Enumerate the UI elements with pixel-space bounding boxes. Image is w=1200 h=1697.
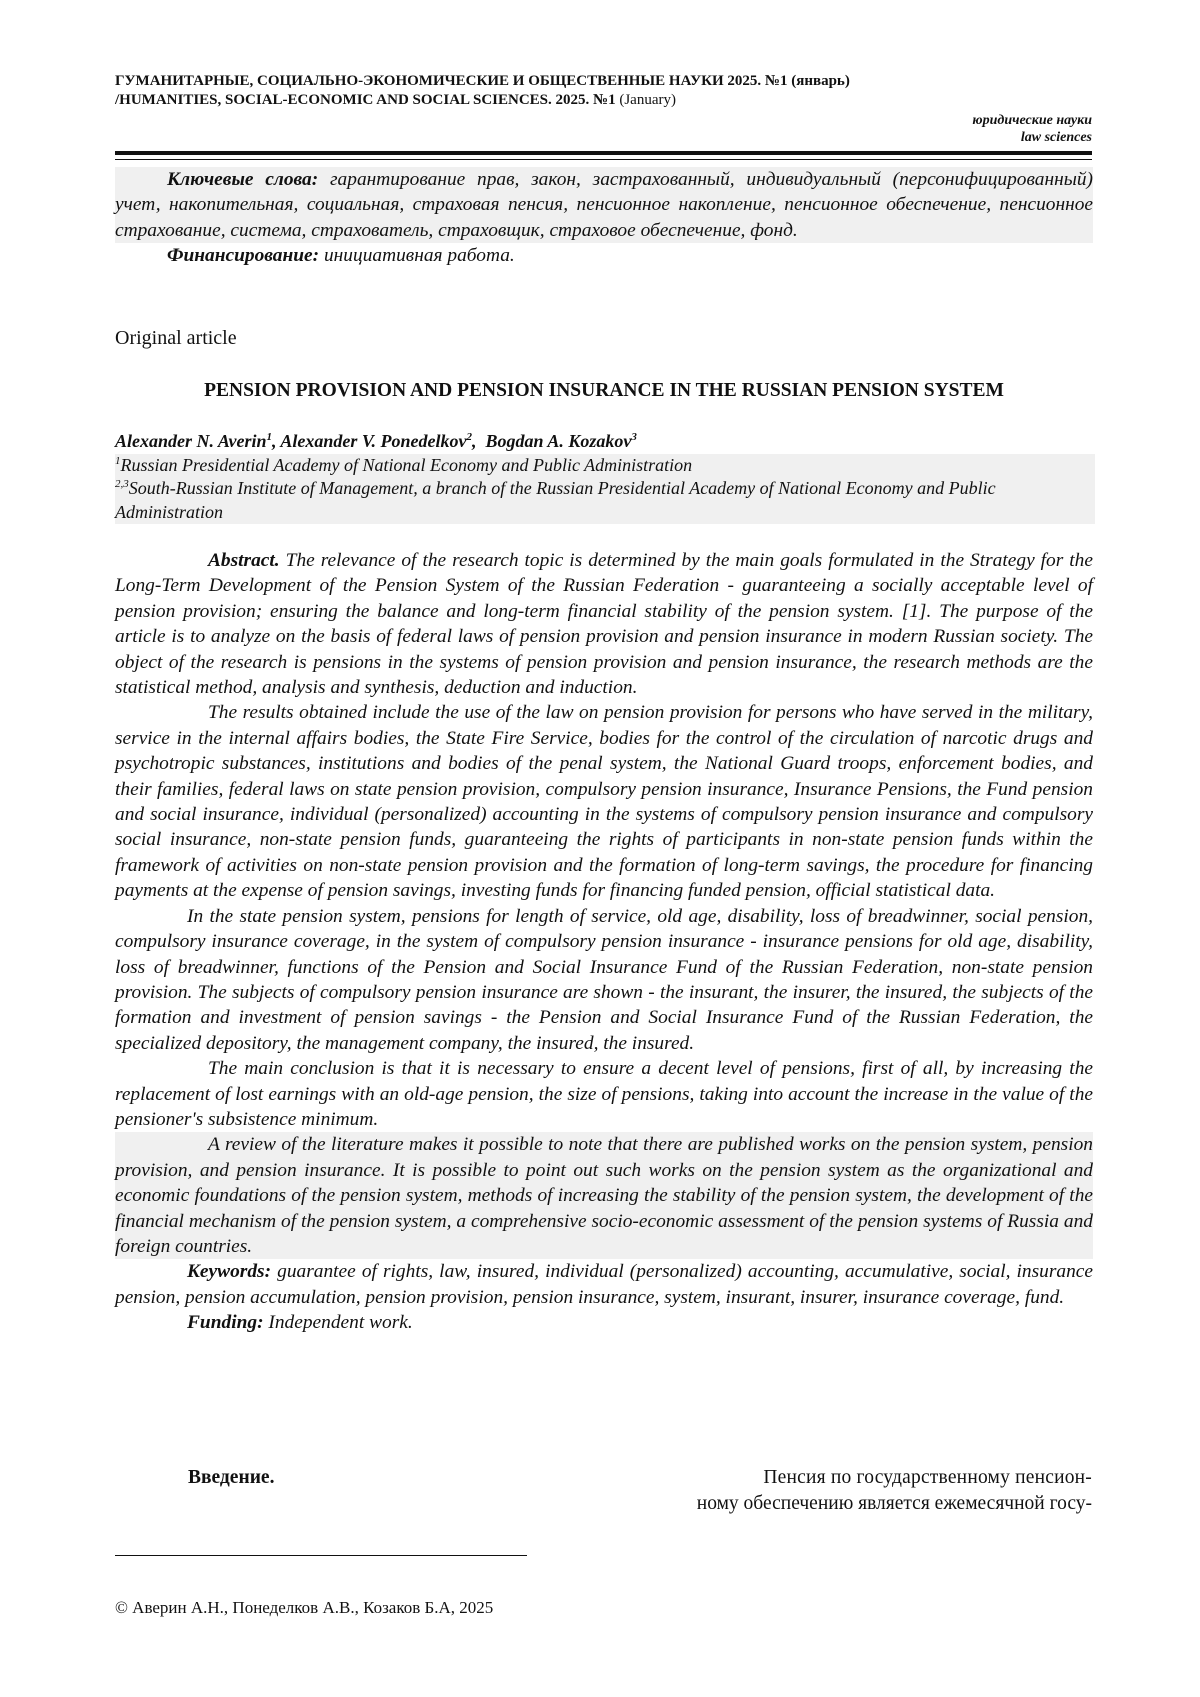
authors-block [115, 430, 1095, 524]
ru-keywords-block [115, 167, 1093, 269]
journal-header-en-month: (January) [619, 92, 676, 108]
author-3: Bogdan A. Kozakov [485, 431, 632, 451]
en-funding-label: Funding: [187, 1312, 264, 1334]
journal-header-en [115, 91, 1095, 110]
en-keywords [115, 1259, 1093, 1310]
en-funding-text: Independent work. [268, 1312, 413, 1334]
ru-keywords-text: гарантирование прав, закон, застрахованный, индивидуальный (персонифицированный) учет, накопительная, социальная, страховая пенсия, пенсионное накопление, пенсионное обеспечение, пенсионное страхование, система, страхователь, страховщик, страховое обеспечение, фонд. [115, 169, 1093, 241]
copyright: © Аверин А.Н., Понеделков А.В., Козаков Б.А, 2025 [115, 1598, 494, 1617]
ru-funding-text: инициативная работа. [323, 245, 515, 267]
en-keywords-label: Keywords: [187, 1261, 272, 1283]
article-type: Original article [115, 327, 237, 349]
author-3-sup: 3 [631, 431, 637, 443]
author-1-sup: 1 [266, 431, 272, 443]
en-funding [115, 1310, 1093, 1335]
intro-text [612, 1465, 1092, 1517]
abstract-block [115, 548, 1093, 1336]
footnote-rule [115, 1555, 527, 1556]
abstract-paragraph-2: The results obtained include the use of the law on pension provision for persons who have served in the military, service in the internal affairs bodies, the State Fire Service, bodies for the control of the circulation of narcotic drugs and psychotropic substances, institutions and bodies of the penal system, the National Guard troops, enforcement bodies, and their families, federal laws on state pension provision, compulsory pension insurance, Insurance Pensions, the Fund pension and social insurance, individual (personalized) accounting in the systems of compulsory pension insurance and compulsory social insurance, non-state pension funds, guaranteeing the rights of participants in non-state pension funds within the framework of activities on non-state pension provision and the formation of long-term savings, the procedure for financing payments at the expense of pension savings, investing funds for financing funded pension, official statistical data. [115, 702, 1093, 902]
author-2-sup: 2 [466, 431, 473, 443]
ru-funding-label: Финансирование: [167, 245, 320, 267]
ru-funding [115, 243, 1093, 268]
intro-line-2: ному обеспечению является ежемесячной госу- [696, 1493, 1092, 1514]
article-title: PENSION PROVISION AND PENSION INSURANCE IN THE RUSSIAN PENSION SYSTEM [204, 380, 1004, 401]
affiliation-1 [115, 454, 1095, 478]
abstract-paragraph-1 [115, 548, 1093, 700]
ru-keywords-label: Ключевые слова: [167, 169, 319, 190]
intro-heading: Введение. [188, 1467, 275, 1488]
abstract-label: Abstract. [208, 550, 280, 571]
ru-keywords [115, 167, 1093, 243]
abstract-paragraph-4: The main conclusion is that it is necessary to ensure a decent level of pensions, first of all, by increasing the replacement of lost earnings with an old-age pension, the size of pensions, taking into account the increase in the value of the pensioner's subsistence minimum. [115, 1058, 1093, 1130]
affiliation-2-text: South-Russian Institute of Management, a branch of the Russian Presidential Academy of National Economy and Public Administration [115, 478, 996, 522]
section-tag-en: law sciences [1020, 130, 1092, 145]
affiliation-2 [115, 477, 1095, 524]
section-tag-ru: юридические науки [972, 113, 1092, 128]
author-2: Alexander V. Ponedelkov [280, 431, 467, 451]
journal-header [115, 72, 1095, 110]
journal-header-en-bold: /HUMANITIES, SOCIAL-ECONOMIC AND SOCIAL SCIENCES. 2025. №1 [115, 92, 616, 108]
journal-header-ru: ГУМАНИТАРНЫЕ, СОЦИАЛЬНО-ЭКОНОМИЧЕСКИЕ И ОБЩЕСТВЕННЫЕ НАУКИ 2025. №1 (январь) [115, 73, 850, 89]
intro-line-1: Пенсия по государственному пенсион- [763, 1467, 1092, 1488]
header-rule-thin [115, 159, 1092, 160]
affiliation-1-text: Russian Presidential Academy of National Economy and Public Administration [120, 454, 693, 475]
affiliation-1-sup: 1 [115, 454, 121, 467]
author-names: Alexander N. Averin$^1$, Alexander V. Ponedelkov$^2$, Bogdan A. Kozakov$^3$ [115, 431, 637, 451]
abstract-paragraph-5: A review of the literature makes it possible to note that there are published works on the pension system, pension provision, and pension insurance. It is possible to point out such works on the pension system as the organizational and economic foundations of the pension system, methods of increasing the stability of the pension system, the development of the financial mechanism of the pension system, a comprehensive socio-economic assessment of the pension systems of Russia and foreign countries. [115, 1132, 1093, 1259]
section-tag [972, 112, 1092, 146]
affiliation-2-sup: 2,3 [115, 478, 129, 490]
abstract-text-1: The relevance of the research topic is determined by the main goals formulated in the Strategy for the Long-Term Development of the Pension System of the Russian Federation - guaranteeing a socially acceptable level of pension provision; ensuring the balance and long-term financial stability of the pension system. [1]. The purpose of the article is to analyze on the basis of federal laws of pension provision and pension insurance in modern Russian society. The object of the research is pensions in the systems of pension provision and pension insurance, the research methods are the statistical method, analysis and synthesis, deduction and induction. [115, 550, 1093, 699]
en-keywords-text: guarantee of rights, law, insured, individual (personalized) accounting, accumulative, social, insurance pension, pension accumulation, pension provision, pension insurance, system, insurant, insurer, insurance coverage, fund. [115, 1261, 1093, 1308]
header-rule-thick [115, 151, 1092, 155]
abstract-paragraph-3: In the state pension system, pensions for length of service, old age, disability, loss of breadwinner, social pension, compulsory insurance coverage, in the system of compulsory pension insurance - insurance pensions for old age, disability, loss of breadwinner, functions of the Pension and Social Insurance Fund of the Russian Federation, non-state pension provision. The subjects of compulsory pension insurance are shown - the insurant, the insurer, the insured, the subjects of the formation and investment of pension savings - the Pension and Social Insurance Fund of the Russian Federation, the specialized depository, the management company, the insured, the insured. [115, 905, 1093, 1054]
author-1: Alexander N. Averin [115, 431, 267, 451]
